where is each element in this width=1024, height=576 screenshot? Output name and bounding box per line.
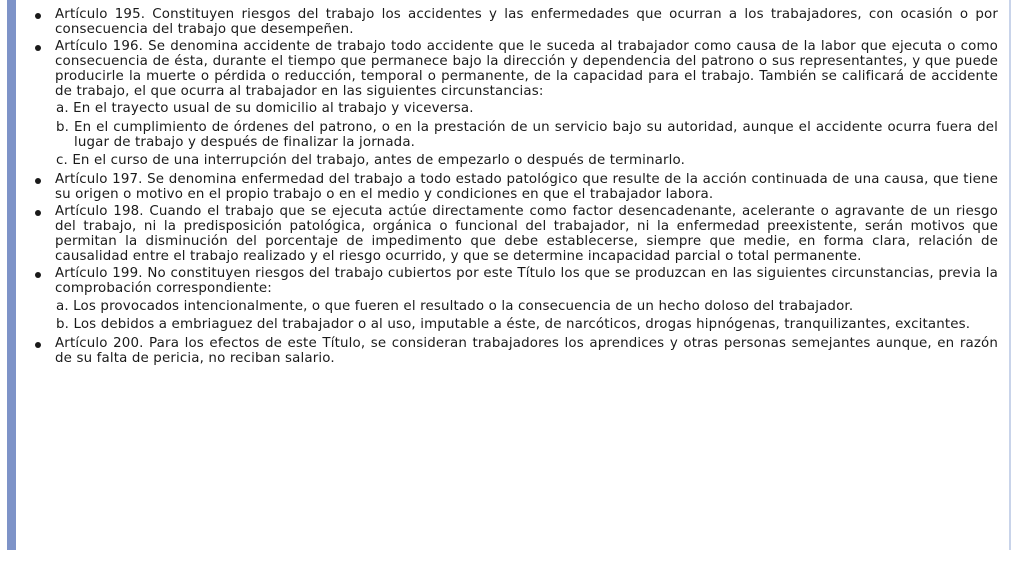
article-text: Artículo 196. Se denomina accidente de trabajo todo accidente que le suceda al trabajador como causa de la labor que ejecuta o como consecuencia de ésta, durante el tiempo que permanece bajo la dirección y dependencia del patrono o sus representantes, y que puede producirle la muerte o pérdida o reducción, temporal o permanente, de la capacidad para el trabajo. También se calificará de accidente de trabajo, el que ocurra al trabajador en las siguientes circunstancias:: [55, 39, 998, 99]
bullet-icon: [35, 210, 41, 216]
bullet-icon: [35, 13, 41, 19]
article-200: [32, 337, 998, 366]
article-text: Artículo 198. Cuando el trabajo que se ejecuta actúe directamente como factor desencadenante, acelerante o agravante de un riesgo del trabajo, ni la predisposición patológica, orgánica o funcional del trabajador, ni la enfermedad preexistente, serán motivos que permitan la disminución del porcentaje de impedimento que debe establecerse, siempre que medie, en forma clara, relación de causalidad entre el trabajo realizado y el riesgo ocurrido, y que se determine incapacidad parcial o total permanente.: [55, 204, 998, 264]
article-199: [32, 267, 998, 296]
article-text: Artículo 199. No constituyen riesgos del trabajo cubiertos por este Título los que se produzcan en las siguientes circunstancias, previa la comprobación correspondiente:: [55, 266, 998, 296]
bullet-icon: [35, 342, 41, 348]
article-196: [32, 40, 998, 99]
article-text: Artículo 195. Constituyen riesgos del trabajo los accidentes y las enfermedades que ocurran a los trabajadores, con ocasión o por consecuencia del trabajo que desempeñen.: [55, 7, 998, 37]
bullet-icon: [35, 178, 41, 184]
bullet-icon: [35, 272, 41, 278]
right-border-line: [1009, 0, 1011, 550]
article-195: [32, 8, 998, 37]
list-item: b. Los debidos a embriaguez del trabajador o al uso, imputable a éste, de narcóticos, drogas hipnógenas, tranquilizantes, excitantes.: [56, 317, 971, 333]
article-text: Artículo 197. Se denomina enfermedad del trabajo a todo estado patológico que resulte de la acción continuada de una causa, que tiene su origen o motivo en el propio trabajo o en el medio y condiciones en que el trabajador labora.: [55, 172, 998, 202]
list-item: b. En el cumplimiento de órdenes del patrono, o en la prestación de un servicio bajo su autoridad, aunque el accidente ocurra fuera del lugar de trabajo y después de finalizar la jornada.: [56, 119, 998, 150]
article-list: [32, 8, 998, 369]
list-item: a. Los provocados intencionalmente, o que fueren el resultado o la consecuencia de un hecho doloso del trabajador.: [56, 298, 854, 314]
bullet-icon: [35, 45, 41, 51]
left-accent-bar: [7, 0, 16, 550]
list-item: a. En el trayecto usual de su domicilio al trabajo y viceversa.: [56, 101, 474, 117]
article-198: [32, 205, 998, 264]
article-text: Artículo 200. Para los efectos de este Título, se consideran trabajadores los aprendices y otras personas semejantes aunque, en razón de su falta de pericia, no reciban salario.: [55, 336, 998, 366]
list-item: c. En el curso de una interrupción del trabajo, antes de empezarlo o después de terminarlo.: [56, 153, 686, 169]
article-197: [32, 173, 998, 202]
